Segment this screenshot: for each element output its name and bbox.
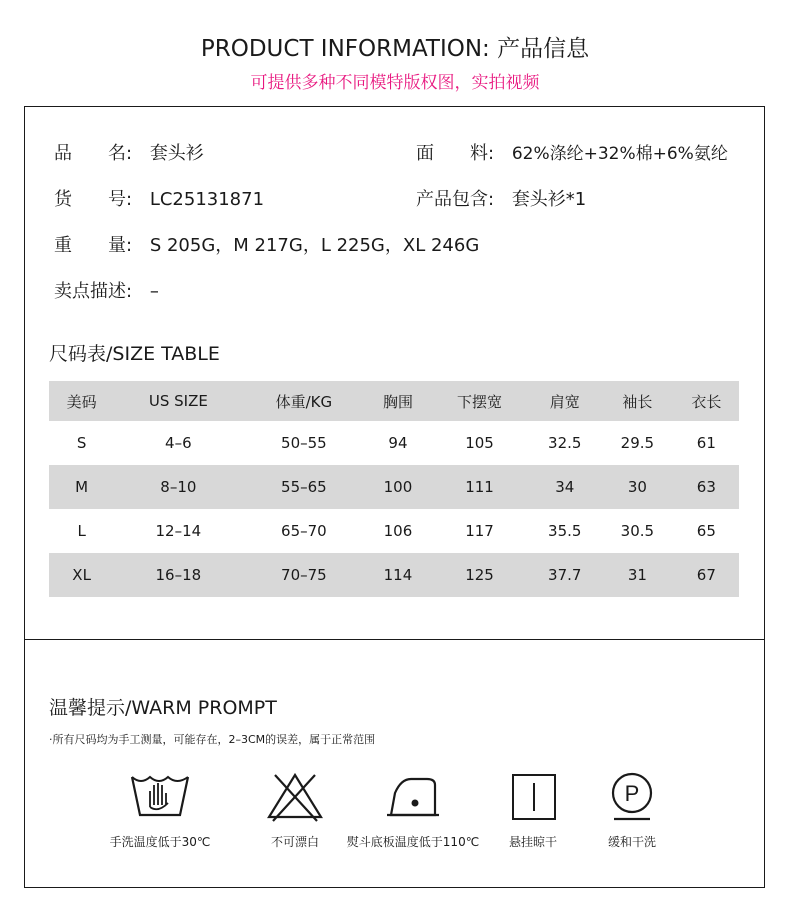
sku-label: 货 号: xyxy=(54,189,133,210)
table-cell: 125 xyxy=(465,566,494,584)
package-contents-label: 产品包含: xyxy=(416,189,495,210)
care-label: 不可漂白 xyxy=(270,835,319,849)
table-cell: XL xyxy=(72,566,91,584)
hand-wash-icon xyxy=(128,771,192,823)
package-contents-row xyxy=(416,185,586,211)
size-table-header: US SIZE xyxy=(148,392,208,410)
care-label: 缓和干洗 xyxy=(607,835,656,849)
table-cell: 114 xyxy=(383,566,413,584)
table-cell: 34 xyxy=(555,478,575,496)
table-cell: S xyxy=(76,434,87,452)
selling-points-row xyxy=(54,277,159,303)
table-cell: 29.5 xyxy=(620,434,655,452)
line-dry-icon xyxy=(501,771,565,823)
fabric-row xyxy=(416,139,728,165)
size-table-header: 衣长 xyxy=(691,392,722,411)
size-table-header: 胸围 xyxy=(382,392,413,411)
table-cell: 61 xyxy=(696,434,716,452)
size-table-header-row xyxy=(49,381,739,421)
iron-low-temp-icon xyxy=(381,771,445,823)
package-contents-value: 套头衫*1 xyxy=(511,189,587,210)
page-title: PRODUCT INFORMATION: 产品信息 xyxy=(200,36,590,62)
product-name-row xyxy=(54,139,204,165)
table-cell: 70–75 xyxy=(281,566,327,584)
product-name-value: 套头衫 xyxy=(149,143,204,164)
table-row xyxy=(49,553,739,597)
table-row xyxy=(49,465,739,509)
size-table-header: 体重/KG xyxy=(275,392,333,411)
selling-points-value: – xyxy=(149,281,159,302)
size-table xyxy=(49,381,739,597)
care-item-hand-wash xyxy=(85,771,235,850)
sku-row xyxy=(54,185,264,211)
table-cell: 94 xyxy=(388,434,408,452)
selling-points-label: 卖点描述: xyxy=(54,281,133,302)
table-cell: 4–6 xyxy=(165,434,192,452)
size-table-title: 尺码表/SIZE TABLE xyxy=(49,343,220,365)
table-cell: 67 xyxy=(696,566,716,584)
table-row xyxy=(49,509,739,553)
table-cell: 16–18 xyxy=(155,566,202,584)
section-divider xyxy=(25,639,764,640)
weight-row xyxy=(54,231,479,257)
gentle-dry-clean-icon xyxy=(600,771,664,823)
warm-prompt-title: 温馨提示/WARM PROMPT xyxy=(49,697,277,719)
weight-label: 重 量: xyxy=(54,235,133,256)
size-table-header: 肩宽 xyxy=(549,392,580,411)
table-cell: 37.7 xyxy=(548,566,582,584)
table-cell: 100 xyxy=(383,478,413,496)
table-cell: L xyxy=(77,522,86,540)
care-label: 熨斗底板温度低于110℃ xyxy=(346,835,480,849)
product-info-box xyxy=(24,106,765,888)
table-cell: 32.5 xyxy=(548,434,582,452)
table-cell: 55–65 xyxy=(281,478,327,496)
table-cell: 30 xyxy=(627,478,647,496)
fabric-value: 62%涤纶+32%棉+6%氨纶 xyxy=(511,144,728,164)
table-cell: 31 xyxy=(627,566,647,584)
table-cell: 12–14 xyxy=(155,522,202,540)
table-cell: M xyxy=(75,478,89,496)
table-cell: 105 xyxy=(465,434,494,452)
table-cell: 8–10 xyxy=(160,478,197,496)
table-cell: 111 xyxy=(465,478,494,496)
page-subtitle: 可提供多种不同模特版权图，实拍视频 xyxy=(250,73,540,93)
table-cell: 65 xyxy=(696,522,716,540)
table-cell: 117 xyxy=(465,522,494,540)
size-table-header: 美码 xyxy=(66,392,97,411)
table-cell: 35.5 xyxy=(548,522,582,540)
product-name-label: 品 名: xyxy=(54,143,133,164)
table-cell: 106 xyxy=(383,522,413,540)
care-label: 悬挂晾干 xyxy=(508,835,557,849)
sku-value: LC25131871 xyxy=(149,189,265,210)
do-not-bleach-icon xyxy=(263,771,327,823)
table-cell: 50–55 xyxy=(281,434,327,452)
table-row xyxy=(49,421,739,465)
size-table-header: 袖长 xyxy=(622,392,653,411)
care-item-dry-clean xyxy=(557,771,707,850)
care-label: 手洗温度低于30℃ xyxy=(109,835,211,849)
table-cell: 63 xyxy=(696,478,716,496)
size-table-header: 下摆宽 xyxy=(457,392,503,411)
table-cell: 30.5 xyxy=(620,522,655,540)
svg-text:P: P xyxy=(624,781,640,806)
measurement-note: ·所有尺码均为手工测量，可能存在，2–3CM的误差，属于正常范围 xyxy=(49,733,376,746)
weight-value: S 205G，M 217G，L 225G，XL 246G xyxy=(149,235,480,256)
fabric-label: 面 料: xyxy=(416,143,495,164)
table-cell: 65–70 xyxy=(281,522,327,540)
